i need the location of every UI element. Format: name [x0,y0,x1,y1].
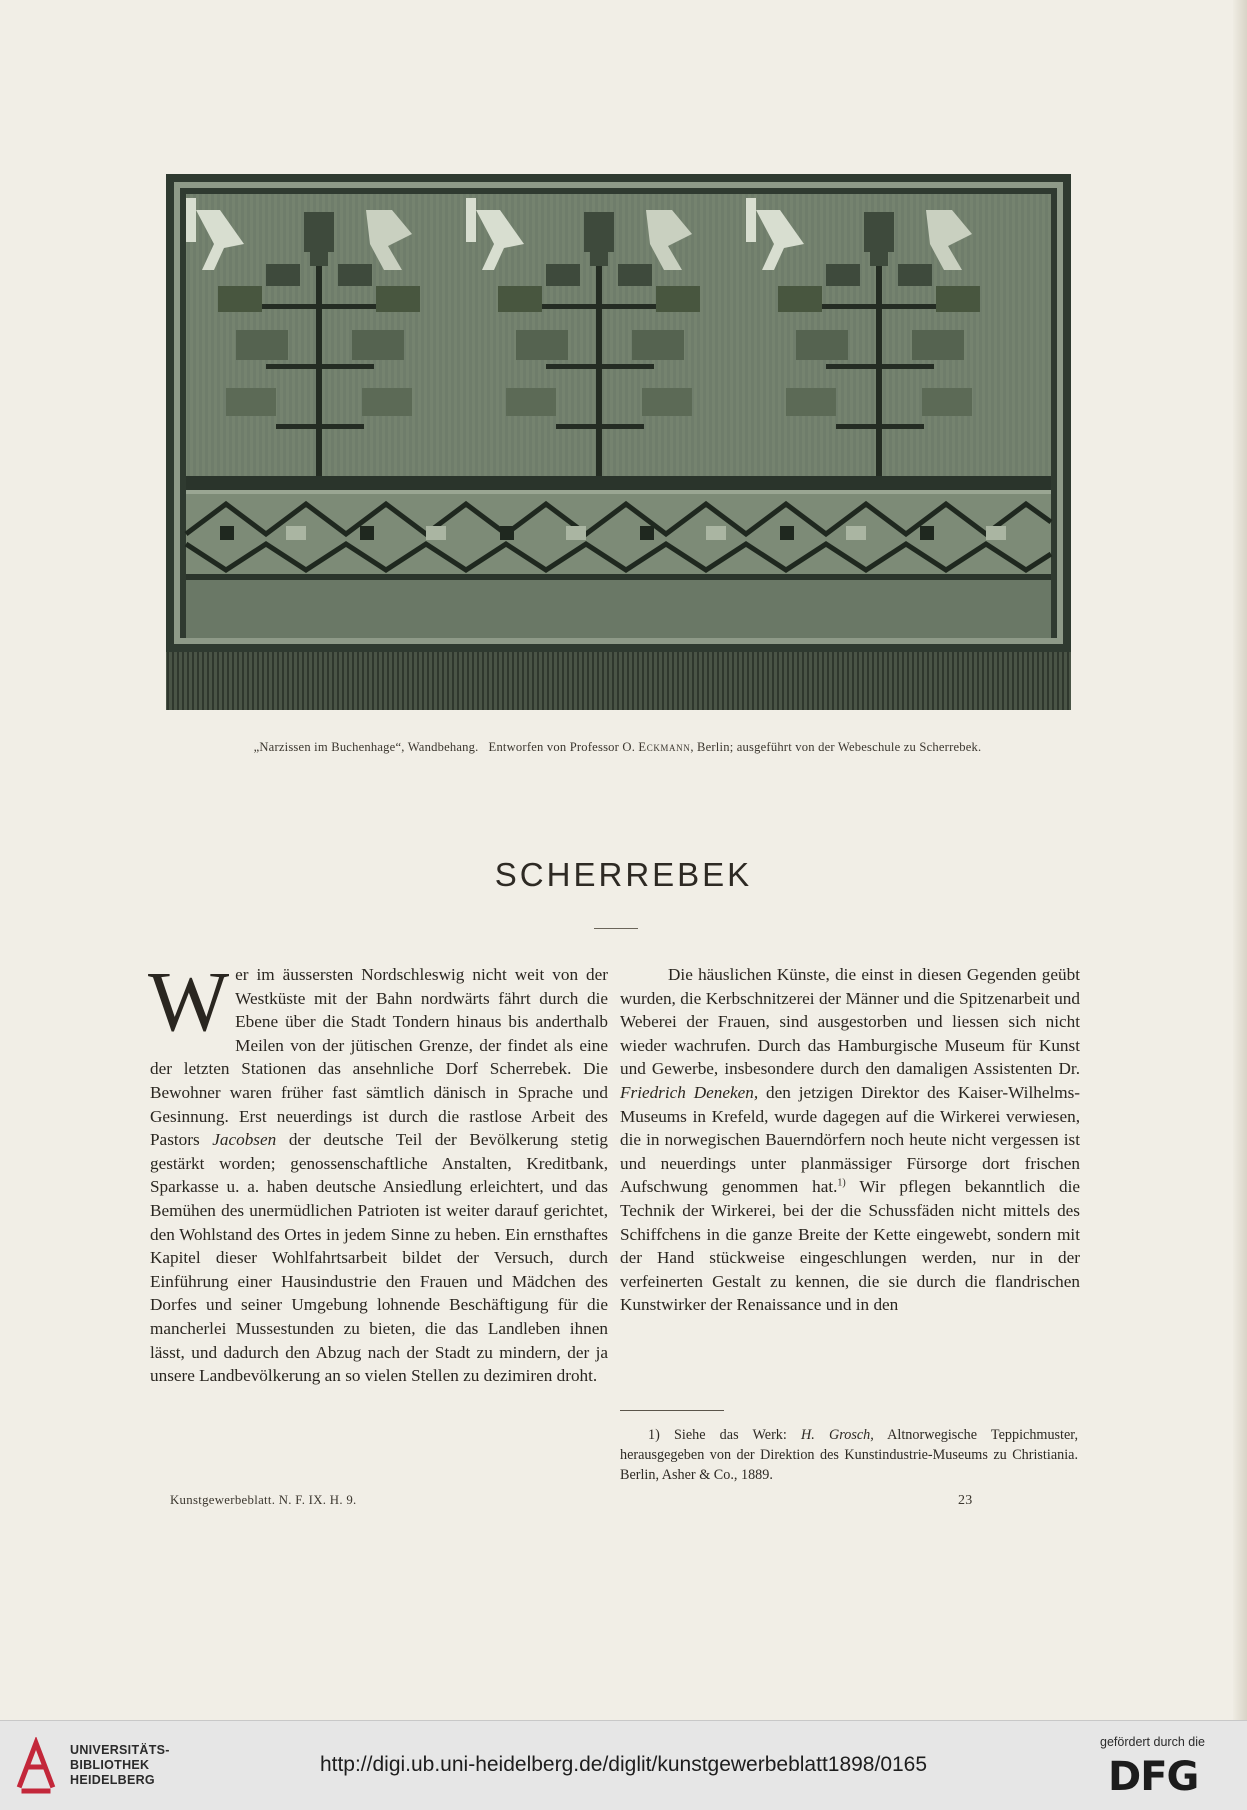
footnote-end: Altnorwegische Teppichmuster, herausgegeben von der Direktion des Kunstindustrie-Museums zu Christiania. Berlin, Asher & Co., 1889. [620,1427,1079,1483]
caption-designer-name: Eckmann [638,740,691,754]
left-paragraph [148,953,608,1388]
dfg-logo-icon: DFG [1108,1754,1199,1800]
library-line-2: BIBLIOTHEK [70,1758,150,1772]
right-text-end: Wir pflegen bekanntlich die Technik der Wirkerei, bei der die Schussfäden nicht mittels des Schiffchens in die ganze Breite der Kette eingewebt, sondern mit der Hand stückweise eingeschlungen werden, nur in der verfeinerten Gestalt zu kennen, die sie durch die flandrischen Kunstwirker der Renaissance und in den [620,1177,1080,1315]
title-rule [594,928,638,929]
right-text-start: Die häuslichen Künste, die einst in diesen Gegenden geübt wurden, die Kerbschnitzerei der Männer und die Spitzenarbeit und Weberei der Frauen, sind ausgestorben und liessen sich nicht wieder wachrufen. Durch das Hamburgische Museum für Kunst und Gewerbe, insbesondere durch den damaligen Assistenten Dr. [620,965,1080,1079]
left-text-name: Jacobsen [212,1130,277,1150]
right-text-mid: den jetzigen Direktor des Kaiser-Wilhelms-Museums in Krefeld, wurde dagegen auf die Wirkerei verwiesen, die in norwegischen Bauerndörfern noch heute nicht vergessen ist und neuerdings unter planmässiger Fürsorge dort frischen Aufschwung genommen hat. [620,1082,1080,1197]
footnote [620,1425,1078,1485]
article-title: SCHERREBEK [494,856,753,893]
caption-designer-suffix: , Berlin; ausgeführt von der Webeschule zu Scherrebek. [690,740,982,754]
running-footer-journal: Kunstgewerbeblatt. N. F. IX. H. 9. [170,1493,357,1507]
viewer-footer [0,1720,1247,1810]
sponsor-label: gefördert durch die [1100,1735,1205,1749]
tapestry-image [166,174,1071,714]
footnote-start: 1) Siehe das Werk: [648,1427,802,1443]
library-line-1: UNIVERSITÄTS- [70,1743,170,1757]
footnote-rule [620,1410,724,1411]
footnote-author: H. Grosch, [801,1427,874,1443]
footnote-reference: 1) [837,1177,846,1189]
right-text-name: Friedrich Deneken, [620,1082,759,1102]
permalink-url[interactable]: http://digi.ub.uni-heidelberg.de/diglit/kunstgewerbeblatt1898/0165 [319,1753,928,1776]
left-text-start: er im äussersten Nordschleswig nicht weit von der Westküste mit der Bahn nordwärts fährt durch die Ebene über die Stadt Tondern hinaus bis anderthalb Meilen von der jütischen Grenze, der findet als eine der letzten Stationen das ansehnliche Dorf Scherrebek. Die Bewohner waren früher fast sämtlich dänisch in Sprache und Gesinnung. Erst neuerdings ist durch die rastlose Arbeit des Pastors [150,965,608,1150]
library-line-3: HEIDELBERG [70,1773,155,1787]
tapestry-illustration [166,174,1071,714]
page-number: 23 [958,1493,973,1508]
right-paragraph [620,963,1080,1317]
caption-designer-prefix: Entworfen von Professor O. [488,740,636,754]
left-text-end: der deutsche Teil der Bevölkerung stetig gestärkt worden; genossenschaftliche Anstalten, Kreditbank, Sparkasse u. a. haben deutsche Ansiedlung erleichtert, und das Bemühen des unermüdlichen Patrioten ist weiter darauf gerichtet, den Wohlstand des Ortes in jedem Sinne zu heben. Ein ernsthaftes Kapitel dieser Wohlfahrtsarbeit bildet der Versuch, durch Einführung einer Hausindustrie den Frauen und Mädchen des Dorfes und seiner Umgebung lohnende Beschäftigung für die mancherlei Mussestunden zu bieten, die das Landleben ihnen lässt, und dadurch den Abzug nach der Stadt zu mindern, der ja unsere Landbevölkerung an so vielen Stellen zu dezimiren droht. [150,1130,608,1386]
drop-cap: W [148,953,230,1049]
right-column [620,963,1080,1317]
caption-title: „Narzissen im Buchenhage“, Wandbehang. [253,740,479,754]
figure-caption [130,740,1105,755]
left-column [148,953,608,1388]
